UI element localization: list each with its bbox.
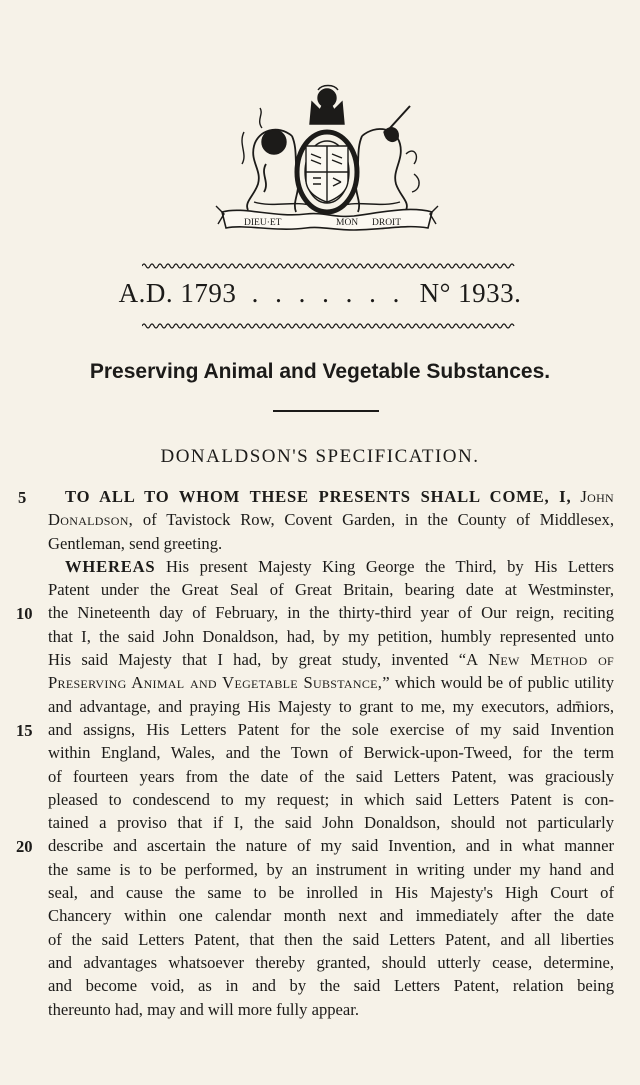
patent-number: N° 1933.	[419, 278, 522, 308]
body-line: the Nineteenth day of February, in the thirty-third year of Our reign, reciting	[48, 603, 614, 623]
body-line: the same is to be performed, by an instrument in writing under my hand and	[48, 859, 614, 879]
body-line: thereunto had, may and will more fully appear.	[48, 999, 360, 1019]
body-line: and become void, as in and by the said Letters Patent, relation being	[48, 976, 614, 996]
body-line: and advantage, and praying His Majesty to grant to me, my executors, adm̄iors,	[48, 696, 614, 716]
body-line: and assigns, His Letters Patent for the sole exercise of my said Invention	[48, 719, 614, 739]
wavy-rule-bottom	[142, 322, 516, 330]
body-line: Patent under the Great Seal of Great Britain, bearing date at Westminster,	[48, 580, 614, 600]
body-line: Donaldson, of Tavistock Row, Covent Garden, in the County of Middlesex,	[48, 510, 614, 530]
body-line: of the said Letters Patent, that then the said Letters Patent, and all liberties	[48, 929, 614, 949]
body-line: His said Majesty that I had, by great study, invented “A New Method of	[48, 650, 615, 670]
line-number-20: 20	[16, 837, 33, 856]
body-line: describe and ascertain the nature of my said Invention, and in what manner	[48, 836, 614, 856]
patent-subject-heading: Preserving Animal and Vegetable Substances.	[89, 360, 551, 383]
body-line: and advantages whatsoever thereby granted, should utterly cease, determine,	[48, 952, 614, 972]
wavy-rule-top	[142, 262, 516, 270]
body-line: Gentleman, send greeting.	[48, 533, 223, 553]
leader-dots: . . . . . . .	[251, 278, 405, 308]
body-line: seal, and cause the same to be inrolled in His Majesty's High Court of	[48, 883, 614, 903]
body-line: TO ALL TO WHOM THESE PRESENTS SHALL COME, I, John	[65, 487, 614, 506]
body-line: pleased to condescend to my request; in which said Letters Patent is con-	[48, 789, 614, 809]
crest-motto-center: MON	[336, 218, 359, 228]
body-line: WHEREAS His present Majesty King George the Third, by His Letters	[65, 556, 614, 576]
specification-title: DONALDSON'S SPECIFICATION.	[160, 446, 480, 467]
body-line: Preserving Animal and Vegetable Substance,” which would be of public utility	[48, 673, 614, 693]
crest-motto-right: DROIT	[372, 218, 402, 228]
line-number-5: 5	[18, 488, 27, 507]
body-line: of fourteen years from the date of the said Letters Patent, was graciously	[48, 766, 614, 786]
body-line: tained a proviso that if I, the said John Donaldson, should not particularly	[48, 813, 614, 833]
crest-motto-left: DIEU·ET	[244, 218, 282, 228]
body-line: Chancery within one calendar month next and immediately after the date	[48, 906, 614, 926]
patent-year: A.D. 1793	[118, 278, 237, 308]
heading-divider	[273, 410, 379, 412]
body-line: within England, Wales, and the Town of Berwick-upon-Tweed, for the term	[48, 743, 614, 763]
royal-coat-of-arms-emblem	[214, 84, 440, 234]
line-number-15: 15	[16, 721, 33, 740]
body-line: that I, the said John Donaldson, had, by my petition, humbly represented unto	[48, 626, 614, 646]
specification-body	[48, 485, 614, 1021]
patent-number-line	[0, 278, 640, 309]
line-number-10: 10	[16, 604, 33, 623]
